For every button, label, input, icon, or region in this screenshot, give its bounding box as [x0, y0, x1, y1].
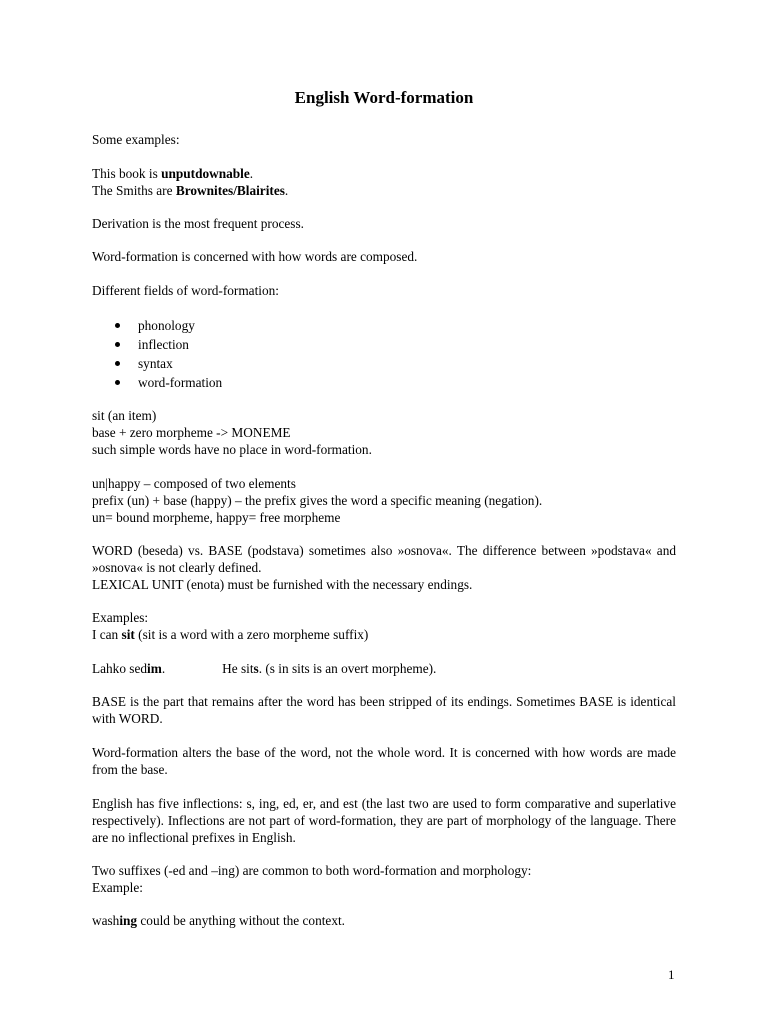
list-item: [92, 373, 222, 392]
text-paragraph: English has five inflections: s, ing, ed, er, and est (the last two are used to form comparative and superlative respectively). Inflections are not part of word-formation, they are part of morphology of the language. There are no inflectional prefixes in English.: [92, 796, 676, 845]
list-item: [92, 316, 222, 335]
text-span: I can: [92, 627, 122, 642]
bold-term: unputdownable: [161, 166, 250, 181]
list-item: [92, 335, 222, 354]
text-line: un= bound morpheme, happy= free morpheme: [92, 510, 341, 525]
bullet-icon: [115, 361, 120, 366]
text-span: (sit is a word with a zero morpheme suffix): [134, 627, 369, 642]
paragraph-washing: [92, 912, 676, 929]
paragraph-two-suffixes: [92, 862, 676, 896]
text-span: .: [249, 166, 254, 181]
bold-term: im: [147, 661, 162, 676]
text-line: Two suffixes (-ed and –ing) are common to both word-formation and morphology:: [92, 863, 532, 878]
text-span: .: [284, 183, 289, 198]
paragraph-examples-sentences: [92, 165, 676, 199]
text-span: Lahko sed: [92, 661, 148, 676]
paragraph-fields: [92, 282, 676, 299]
bullet-icon: [115, 323, 120, 328]
paragraph-inflections: [92, 795, 676, 846]
paragraph-some-examples: [92, 131, 676, 148]
paragraph-unhappy: [92, 475, 676, 526]
paragraph-examples: [92, 609, 676, 643]
paragraph-concerned: [92, 248, 676, 265]
text-line: un|happy – composed of two elements: [92, 476, 296, 491]
text-span: He sit: [222, 661, 254, 676]
list-item-text: syntax: [138, 356, 173, 371]
text-line: such simple words have no place in word-formation.: [92, 442, 372, 457]
paragraph-word-base: [92, 542, 676, 593]
list-item-text: phonology: [138, 318, 195, 333]
text-span: wash: [92, 913, 120, 928]
text-line: [92, 182, 676, 199]
text-line: Word-formation is concerned with how words are composed.: [92, 249, 418, 264]
bold-term: sit: [121, 627, 135, 642]
text-line: Examples:: [92, 610, 149, 625]
bullet-list: [92, 316, 222, 392]
paragraph-sit: [92, 407, 676, 458]
text-span: could be anything without the context.: [137, 913, 345, 928]
text-span: . (s in sits is an overt morpheme).: [258, 661, 437, 676]
list-item-text: inflection: [138, 337, 189, 352]
list-item-text: word-formation: [138, 375, 223, 390]
text-line: [92, 165, 676, 182]
text-span: This book is: [92, 166, 162, 181]
paragraph-base-def: [92, 693, 676, 727]
text-line: sit (an item): [92, 408, 157, 423]
bold-term: Brownites/Blairites: [175, 183, 285, 198]
page-number: 1: [668, 967, 675, 982]
paragraph-derivation: [92, 215, 676, 232]
text-line: Different fields of word-formation:: [92, 283, 279, 298]
paragraph-lahko: [92, 660, 676, 677]
bold-term: s: [253, 661, 259, 676]
list-item: [92, 354, 222, 373]
text-line: base + zero morpheme -> MONEME: [92, 425, 291, 440]
bullet-icon: [115, 380, 120, 385]
text-span: The Smiths are: [92, 183, 176, 198]
text-line: [92, 626, 676, 643]
text-paragraph: WORD (beseda) vs. BASE (podstava) sometimes also »osnova«. The difference between »podstava« and »osnova« is not clearly defined.: [92, 543, 676, 575]
text-span: .: [161, 661, 166, 676]
text-paragraph: BASE is the part that remains after the word has been stripped of its endings. Sometimes BASE is identical with WORD.: [92, 694, 676, 726]
document-title: English Word-formation: [294, 88, 474, 107]
text-line: Example:: [92, 880, 143, 895]
bold-term: ing: [119, 913, 138, 928]
text-line: [92, 660, 676, 677]
text-line: [92, 912, 676, 929]
paragraph-alters: [92, 744, 676, 778]
text-line: Some examples:: [92, 132, 180, 147]
text-line: Derivation is the most frequent process.: [92, 216, 304, 231]
text-paragraph: Word-formation alters the base of the word, not the whole word. It is concerned with how words are made from the base.: [92, 745, 676, 777]
bullet-icon: [115, 342, 120, 347]
text-paragraph: LEXICAL UNIT (enota) must be furnished with the necessary endings.: [92, 577, 473, 592]
text-line: prefix (un) + base (happy) – the prefix gives the word a specific meaning (negation).: [92, 493, 543, 508]
